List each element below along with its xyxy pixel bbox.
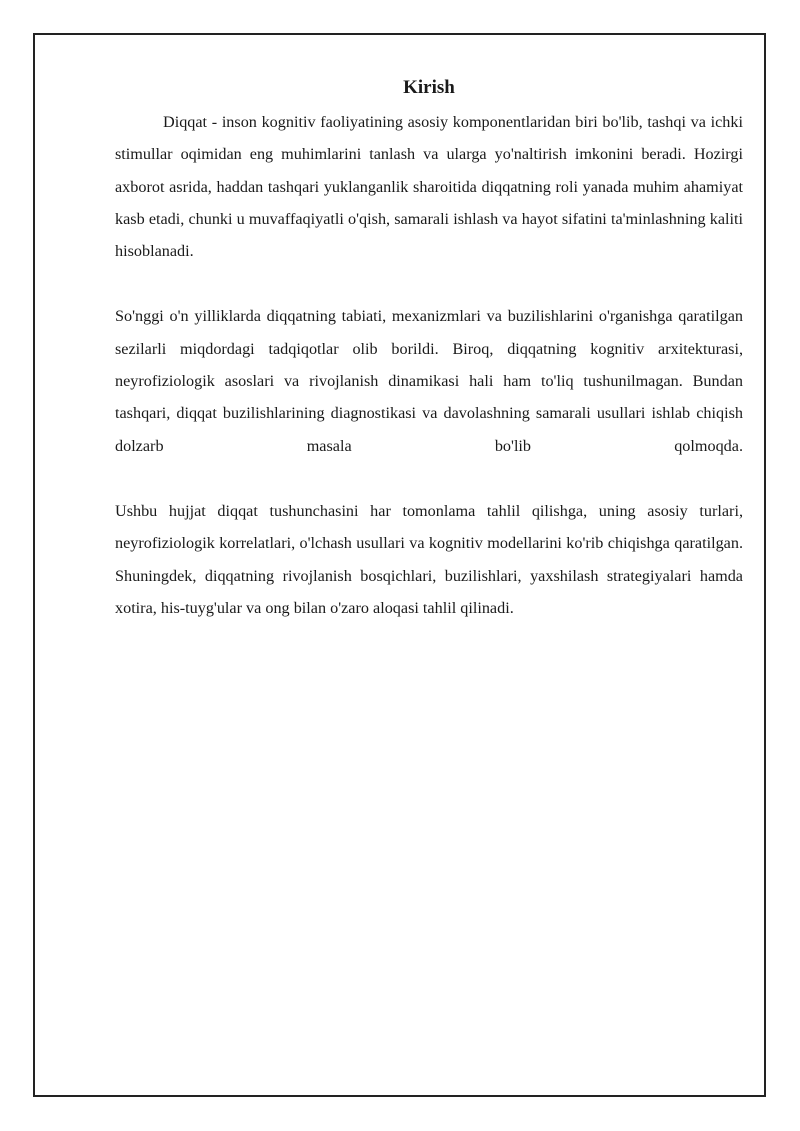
paragraph-spacer [115, 462, 743, 495]
paragraph-1: Diqqat - inson kognitiv faoliyatining asosiy komponentlaridan biri bo'lib, tashqi va ichki stimullar oqimidan eng muhimlarini tanlash va ularga yo'naltirish imkonini beradi. Hozirgi axborot asrida, haddan tashqari yuklanganlik sharoitida diqqatning roli yanada muhim ahamiyat kasb etadi, chunki u muvaffaqiyatli o'qish, samarali ishlash va hayot sifatini ta'minlashning kaliti hisoblanadi. [115, 113, 743, 261]
paragraph-3: Ushbu hujjat diqqat tushunchasini har tomonlama tahlil qilishga, uning asosiy turlari, neyrofiziologik korrelatlari, o'lchash usullari va kognitiv modellarini ko'rib chiqishga qaratilgan. Shuningdek, diqqatning rivojlanish bosqichlari, buzilishlari, yaxshilash strategiyalari hamda xotira, his-tuyg'ular va ong bilan o'zaro aloqasi tahlil qilinadi. [115, 501, 743, 617]
document-title: Kirish [403, 77, 455, 98]
paragraph-spacer [115, 267, 743, 300]
document-body [115, 74, 743, 624]
paragraph-2: So'nggi o'n yilliklarda diqqatning tabiati, mexanizmlari va buzilishlarini o'rganishga qaratilgan sezilarli miqdordagi tadqiqotlar olib borildi. Biroq, diqqatning kognitiv arxitekturasi, neyrofiziologik asoslari va rivojlanish dinamikasi hali ham to'liq tushunilmagan. Bundan tashqari, diqqat buzilishlarining diagnostikasi va davolashning samarali usullari ishlab chiqish dolzarb masala bo'lib qolmoqda. [115, 307, 743, 455]
